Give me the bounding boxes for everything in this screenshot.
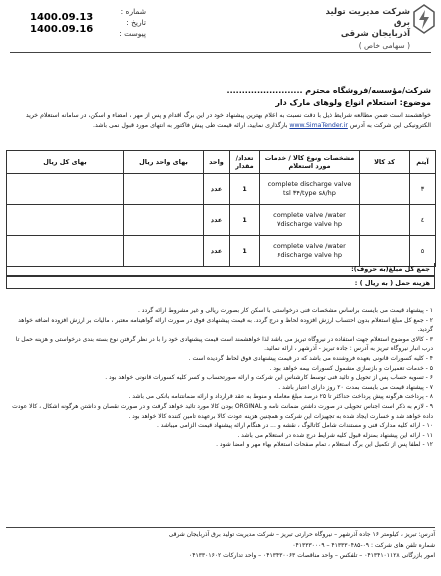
item-description — [260, 236, 360, 267]
company-logo-icon — [412, 4, 436, 34]
items-table — [6, 150, 436, 267]
subject-line: موضوع: استعلام انواع ولوهای مارک دار — [275, 98, 431, 107]
item-description — [260, 174, 360, 205]
date-value: 1400.09.13 — [30, 12, 94, 23]
item-unit-price — [124, 205, 204, 236]
term-item: ۸ - پرداخت هرگونه پیش پرداخت حداکثر تا ۲۵ درصد مبلغ معامله و منوط به عقد قرارداد و ارائه ضمانتنامه بانکی می باشد . — [128, 393, 433, 401]
item-quantity: 1 — [230, 174, 260, 205]
item-unit-price — [124, 236, 204, 267]
term-item: ۳ - کالای موضوع استعلام جهت استفاده در نیروگاه تبریز می باشد لذا خواهشمند است قیمت پیشنهادی خود را با در نظر گرفتن نوع بسته بندی درخواستی و هزینه حمل تا درب انبار نیروگاه تبریز به آدرس : جاده تبریز - آذرشهر ، ارائه نمائید. — [15, 335, 433, 353]
term-item: ۵ - خدمات تعمیرات و بازسازی مشمول کسورات بیمه خواهد بود . — [269, 364, 433, 372]
item-description — [260, 205, 360, 236]
item-description-line1: complete valve /water — [273, 242, 346, 250]
intro-text-2: بارگذاری نمایید، ارائه قیمت طی پیش فاکتور به انتهای مورد قبول نمی باشد. — [92, 121, 288, 129]
item-quantity: 1 — [230, 236, 260, 267]
letter-footer — [6, 527, 435, 571]
term-item: ۱۰ - ارائه کلیه مدارک فنی و مستندات شامل کاتالوگ ، نقشه و ... در هنگام ارائه پیشنهاد قیمت الزامی میباشد . — [156, 422, 433, 430]
item-unit: عدد — [204, 236, 230, 267]
item-code — [360, 205, 410, 236]
item-unit-price — [124, 174, 204, 205]
item-total-price — [7, 174, 124, 205]
item-description-line2: tsl ۳۴/type s۸/hp — [283, 189, 336, 197]
col-desc-header: مشخصات ونوع کالا / خدمات مورد استعلام — [260, 151, 360, 174]
company-name-line1: شرکت مدیریت تولید برق — [325, 7, 410, 28]
terms-list — [8, 306, 433, 450]
simatender-link[interactable]: www.SimaTender.ir — [289, 121, 348, 129]
total-in-letters-label: جمع کل مبلغ(به حروف): — [351, 265, 430, 273]
term-item: ۷ - پیشنهاد قیمت می بایست بمدت ۲۰ روز دارای اعتبار باشد . — [278, 383, 433, 391]
item-description-line1: complete valve /water — [273, 211, 346, 219]
term-item: ۹ - لازم به ذکر است اجناس تحویلی در صورت داشتن ضمانت نامه و ORGINAL بودن کالا مورد تائید خواهد گرفت و در صورت نقصان و داشتن هرگونه اشکال ، کالا عودت داده خواهد شد و خسارت ایجاد شده به تجهیزات این شرکت و همچنین هزینه عودت کالا برعهده تامین کننده کالا خواهد بود . — [12, 402, 433, 420]
item-total-price — [7, 205, 124, 236]
company-name — [318, 7, 410, 51]
item-unit: عدد — [204, 174, 230, 205]
company-name-line2: آذربایجان شرقی — [340, 29, 410, 39]
letter-meta-values — [30, 12, 110, 36]
attachment-label: پیوست : — [119, 29, 146, 38]
item-description-line2: ۷discharge valve hp — [276, 220, 343, 228]
company-logo-block — [318, 4, 436, 50]
footer-address: آدرس: تبریز ، کیلومتر ۱۶ جاده آذرشهر – نیروگاه حرارتی تبریز – شرکت مدیریت تولید برق آذربایجان شرقی — [168, 531, 435, 538]
intro-text: خواهشمند است ضمن مطالعه شرایط ذیل با دقت نسبت به اعلام بهترین پیشنهاد خود در این برگ اقدام و پس از مهر ، امضاء و اسکن، در سامانه استعلام خرید الکترونیکی این شرکت به آدرس — [25, 112, 431, 129]
item-description-line1: complete discharge valve — [267, 180, 352, 188]
term-item: ۲ - جمع کل مبلغ استعلام بدون احتساب ارزش افزوده لحاظ و درج گردد. به قیمت پیشنهادی فوق در صورت ارائه گواهینامه معتبر ، مالیات بر ارزش افزوده اضافه خواهد گردید. — [18, 316, 433, 334]
item-number: ٤ — [410, 205, 436, 236]
col-code-header: کد کالا — [360, 151, 410, 174]
recipient-line: شرکت/مؤسسه/فروشگاه محترم ......................... — [226, 86, 431, 95]
item-description-line2: ۶discharge valve hp — [276, 251, 343, 259]
letter-meta-labels — [106, 6, 146, 39]
col-unit-price-header: بهای واحد ریال — [124, 151, 204, 174]
item-code — [360, 174, 410, 205]
table-row — [7, 236, 436, 267]
company-type: ( سهامی خاص ) — [358, 41, 410, 50]
item-unit: عدد — [204, 205, 230, 236]
item-total-price — [7, 236, 124, 267]
table-row — [7, 174, 436, 205]
shipping-cost-row — [6, 276, 435, 289]
date-label: تاریخ : — [126, 18, 146, 27]
total-in-letters-row — [6, 263, 435, 276]
item-quantity: 1 — [230, 205, 260, 236]
table-row — [7, 205, 436, 236]
number-label: شماره : — [120, 7, 146, 16]
footer-office-phones: امور بازرگانی ۰۴۱۳۴۱۰۱۱۲۸ – تلفکس – واحد مناقصات ۰۴۱۳۴۳۰۰۶۳ – واحد تدارکات ۰۴۱۳۳۰۱۶۰۲ — [189, 552, 435, 559]
table-header-row — [7, 151, 436, 174]
term-item: ۴ - کلیه کسورات قانونی بعهده فروشنده می باشد که در قیمت پیشنهادی فوق لحاظ گردیده است . — [188, 354, 433, 362]
term-item: ۱۲ - لطفا پس از تکمیل این برگ استعلام ، تمام صفحات استعلام بهاء مهر و امضا شود . — [216, 441, 433, 449]
col-qty-header: تعداد/ مقدار — [230, 151, 260, 174]
term-item: ۶ - تسویه حساب پس از تحویل و تائید فنی توسط کارشناس این شرکت و ارائه صورتحساب و کسر کلیه کسورات قانونی خواهد بود . — [105, 374, 433, 382]
term-item: ۱ - پیشنهاد قیمت می بایست براساس مشخصات فنی درخواستی با اسکن کار بصورت ریالی و غیر مشروط ارائه گردد . — [137, 307, 433, 314]
intro-paragraph — [10, 111, 431, 130]
item-code — [360, 236, 410, 267]
shipping-cost-label: هزینه حمل ( به ریال ) : — [354, 279, 430, 287]
col-total-price-header: بهای کل ریال — [7, 151, 124, 174]
item-number: ٥ — [410, 236, 436, 267]
header-divider — [10, 52, 431, 53]
item-number: ۳ — [410, 174, 436, 205]
col-item-header: آیتم — [410, 151, 436, 174]
col-unit-header: واحد — [204, 151, 230, 174]
date-value-2: 1400.09.16 — [30, 24, 94, 35]
term-item: ۱۱ - ارائه این پیشنهاد بمنزله قبول کلیه شرایط درج شده در استعلام می باشد . — [237, 431, 433, 439]
footer-phones: شماره تلفن های شرکت : ۰۹-۴۱۳۳۳۰۴۸۵ – ۰۴۱۳۳۳۰۰۰۹ — [292, 541, 435, 549]
